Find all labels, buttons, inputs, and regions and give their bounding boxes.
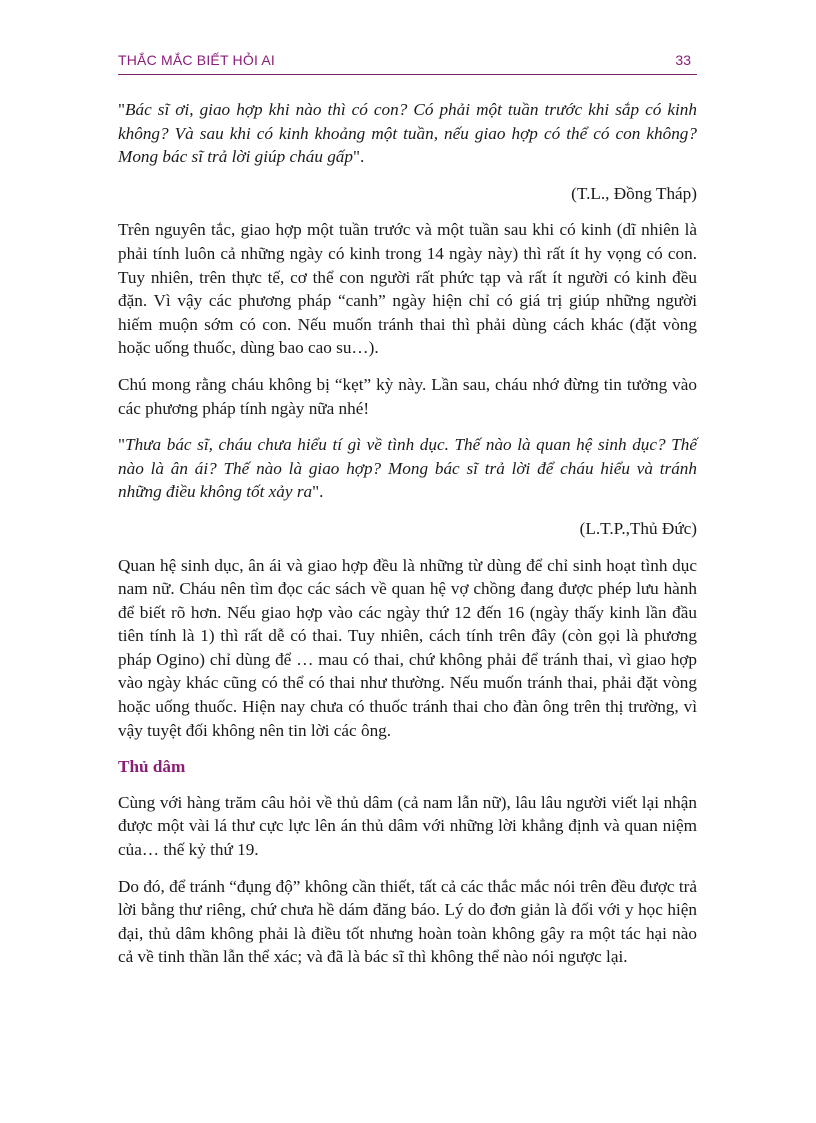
answer-1-paragraph-1: Trên nguyên tắc, giao hợp một tuần trước và một tuần sau khi có kinh (dĩ nhiên là phải tính luôn cả những ngày có kinh trong 14 ngày này) thì rất ít hy vọng có con. Tuy nhiên, trên thực tế, cơ thể con người rất phức tạp và rất ít người có kinh đều đặn. Vì vậy các phương pháp “canh” ngày hiện chỉ có giá trị giúp những người hiếm muộn sớm có con. Nếu muốn tránh thai thì phải dùng cách khác (đặt vòng hoặc uống thuốc, dùng bao cao su…). <box>118 220 697 358</box>
quote-close: ". <box>353 147 365 167</box>
question-2-source: (L.T.P.,Thủ Đức) <box>579 518 697 538</box>
question-1-source: (T.L., Đồng Tháp) <box>571 183 697 203</box>
book-title: THẮC MẮC BIẾT HỎI AI <box>118 52 275 68</box>
answer-2-paragraph-1: Quan hệ sinh dục, ân ái và giao hợp đều là những từ dùng để chỉ sinh hoạt tình dục nam nữ. Cháu nên tìm đọc các sách về quan hệ vợ chồng đang được phép lưu hành để biết rõ hơn. Nếu giao hợp vào các ngày thứ 12 đến 16 (ngày thấy kinh lần đầu tiên tính là 1) thì rất dễ có thai. Tuy nhiên, cách tính trên đây (còn gọi là phương pháp Ogino) chỉ dùng để … mau có thai, chứ không phải để tránh thai, vì giao hợp vào ngày khác cũng có thể có thai như thường. Nếu muốn tránh thai, phải đặt vòng hoặc uống thuốc. Hiện nay chưa có thuốc tránh thai cho đàn ông trên thị trường, vì vậy tuyệt đối không nên tin lời các ông. <box>118 555 697 740</box>
running-header <box>118 52 697 75</box>
section-heading: Thủ dâm <box>118 757 186 777</box>
question-text: Thưa bác sĩ, cháu chưa hiểu tí gì về tình dục. Thế nào là quan hệ sinh dục? Thế nào là ân ái? Thế nào là giao hợp? Mong bác sĩ trả lời để cháu hiểu và tránh những điều không tốt xảy ra <box>118 435 697 502</box>
quote-close: ". <box>312 482 324 502</box>
reader-question-1 <box>118 98 697 169</box>
reader-question-2 <box>118 433 697 504</box>
answer-1-paragraph-2: Chú mong rằng cháu không bị “kẹt” kỳ này. Lần sau, cháu nhớ đừng tin tưởng vào các phương pháp tính ngày nữa nhé! <box>118 374 697 418</box>
question-text: Bác sĩ ơi, giao hợp khi nào thì có con? Có phải một tuần trước khi sắp có kinh không? Và sau khi có kinh khoảng một tuần, nếu giao hợp có thể có con không? Mong bác sĩ trả lời giúp cháu gấp <box>118 100 697 167</box>
quote-open: " <box>118 100 126 119</box>
page-body <box>118 98 697 982</box>
section-paragraph-2: Do đó, để tránh “đụng độ” không cần thiết, tất cả các thắc mắc nói trên đều được trả lời bằng thư riêng, chứ chưa hề dám đăng báo. Lý do đơn giản là đối với y học hiện đại, thủ dâm không phải là điều tốt nhưng hoàn toàn không gây ra một tác hại nào cả về tinh thần lẫn thể xác; và đã là bác sĩ thì không thể nào nói ngược lại. <box>118 876 697 967</box>
page-number: 33 <box>675 52 691 68</box>
section-paragraph-1: Cùng với hàng trăm câu hỏi về thủ dâm (cả nam lẫn nữ), lâu lâu người viết lại nhận được một vài lá thư cực lực lên án thủ dâm với những lời khẳng định và quan niệm của… thế kỷ thứ 19. <box>118 792 697 860</box>
quote-open: " <box>118 435 126 455</box>
